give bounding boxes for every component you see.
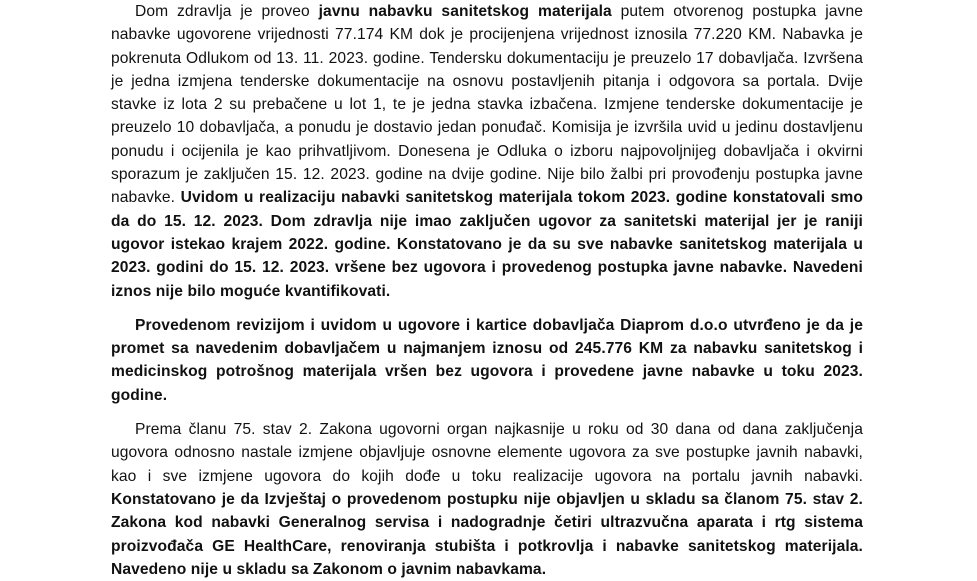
paragraph-procurement-sanitary [111, 0, 863, 303]
text-segment-bold: Konstatovano je da Izvještaj o provedenom postupku nije objavljen u skladu sa članom 75. stav 2. Zakona kod nabavki Generalnog servisa i nadogradnje četiri ultrazvučna aparata i rtg sistema proizvođača GE HealthCare, renoviranja stubišta i potkrovlja i nabavke sanitetskog materijala. Navedeno nije u skladu sa Zakonom o javnim nabavkama. [111, 490, 863, 578]
text-segment-bold: Uvidom u realizaciju nabavki sanitetskog materijala tokom 2023. godine konstatovali smo da do 15. 12. 2023. Dom zdravlja nije imao zaključen ugovor za sanitetski materijal jer je raniji ugovor istekao krajem 2022. godine. Konstatovano je da su sve nabavke sanitetskog materijala u 2023. godini do 15. 12. 2023. vršene bez ugovora i provedenog postupka javne nabavke. Navedeni iznos nije bilo moguće kvantifikovati. [111, 189, 863, 300]
text-segment: putem otvorenog postupka javne nabavke ugovorene vrijednosti 77.174 KM dok je procijenjena vrijednost iznosila 77.220 KM. Nabavka je pokrenuta Odlukom od 13. 11. 2023. godine. Tendersku dokumentaciju je preuzelo 17 dobavljača. Izvršena je jedna izmjena tenderske dokumentacije na osnovu postavljenih pitanja i odgovora sa portala. Dvije stavke iz lota 2 su prebačene u lot 1, te je jedna stavka izbačena. Izmjene tenderske dokumentacije je preuzelo 10 dobavljača, a ponudu je dostavio jedan ponuđač. Komisija je izvršila uvid u jedinu dostavljenu ponudu i ocijenila je kao prihvatljivom. Donesena je Odluka o izboru najpovoljnijeg dobavljača i okvirni sporazum je zaključen 15. 12. 2023. godine na dvije godine. Nije bilo žalbi pri provođenju postupka javne nabavke. [111, 3, 863, 207]
text-segment-bold: javnu nabavku sanitetskog materijala [318, 3, 612, 20]
text-segment-bold: Provedenom revizijom i uvidom u ugovore i kartice dobavljača Diaprom d.o.o utvrđeno je da je promet sa navedenim dobavljačem u najmanjem iznosu od 245.776 KM za nabavku sanitetskog i medicinskog potrošnog materijala vršen bez ugovora i provedene javne nabavke u toku 2023. godine. [111, 316, 863, 404]
paragraph-spacer [111, 407, 863, 418]
paragraph-audit-diaprom [111, 314, 863, 407]
document-page [111, 0, 863, 581]
text-segment: Prema članu 75. stav 2. Zakona ugovorni organ najkasnije u roku od 30 dana od dana zaključenja ugovora odnosno nastale izmjene objavljuje osnovne elemente ugovora za sve postupke javnih nabavki, kao i sve izmjene ugovora do kojih dođe u toku realizacije ugovora na portalu javnih nabavki. [111, 421, 863, 485]
text-segment: Dom zdravlja je proveo [135, 3, 319, 20]
paragraph-article-75 [111, 418, 863, 581]
paragraph-spacer [111, 303, 863, 314]
